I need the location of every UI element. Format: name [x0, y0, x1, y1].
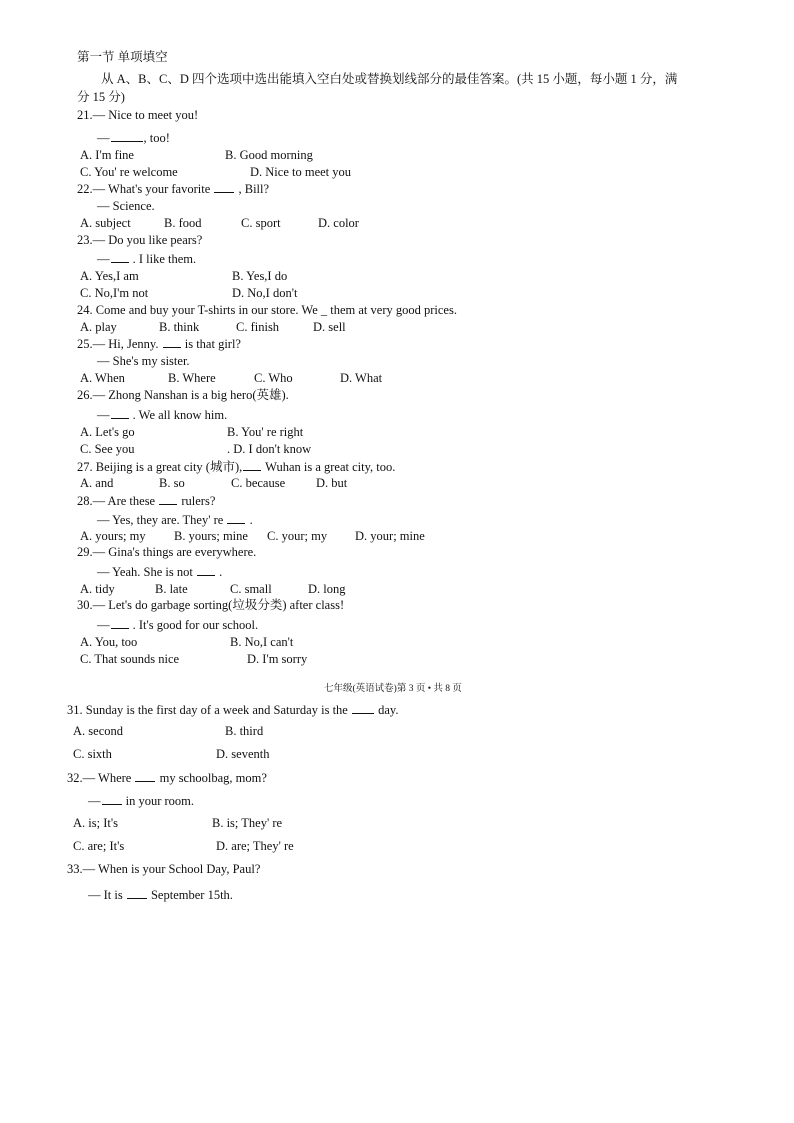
q28-stem: 28.— Are these rulers?	[77, 494, 216, 508]
q29-option-c: C. small	[230, 582, 272, 596]
q31-stem: 31. Sunday is the first day of a week and Saturday is the day.	[67, 703, 399, 717]
q23-stem: 23.— Do you like pears?	[77, 233, 203, 247]
q29-stem: 29.— Gina's things are everywhere.	[77, 545, 257, 559]
answer-blank	[159, 494, 177, 505]
q23-option-b: B. Yes,I do	[232, 269, 288, 283]
section-title: 第一节 单项填空	[77, 50, 168, 64]
q27-stem: 27. Beijing is a great city (城市), Wuhan is a great city, too.	[77, 460, 396, 474]
q21-option-b: B. Good morning	[225, 148, 313, 162]
answer-blank	[102, 794, 122, 805]
q23-option-d: D. No,I don't	[232, 286, 298, 300]
q25-option-a: A. When	[80, 371, 125, 385]
q32-option-a: A. is; It's	[73, 816, 118, 830]
q23-reply: — . I like them.	[97, 252, 197, 266]
q23-option-a: A. Yes,I am	[80, 269, 139, 283]
answer-blank	[352, 703, 374, 714]
q22-option-b: B. food	[164, 216, 202, 230]
q22-option-c: C. sport	[241, 216, 281, 230]
q32-option-d: D. are; They' re	[216, 839, 294, 853]
q24-stem: 24. Come and buy your T-shirts in our store. We _ them at very good prices.	[77, 303, 457, 317]
answer-blank	[111, 618, 129, 629]
q29-option-b: B. late	[155, 582, 188, 596]
q25-option-c: C. Who	[254, 371, 293, 385]
q27-option-c: C. because	[231, 476, 286, 490]
q28-option-a: A. yours; my	[80, 529, 146, 543]
q28-option-c: C. your; my	[267, 529, 328, 543]
q26-option-a: A. Let's go	[80, 425, 135, 439]
q21-stem: 21.— Nice to meet you!	[77, 108, 199, 122]
q21-reply: — , too!	[97, 131, 170, 145]
q21-option-d: D. Nice to meet you	[250, 165, 352, 179]
instructions-line-1: 从 A、B、C、D 四个选项中选出能填入空白处或替换划线部分的最佳答案。(共 15 小题，每小题 1 分，满	[101, 72, 678, 86]
q27-option-d: D. but	[316, 476, 348, 490]
q26-option-c: C. See you	[80, 442, 135, 456]
q22-stem: 22.— What's your favorite , Bill?	[77, 182, 270, 196]
answer-blank	[163, 337, 181, 348]
q32-option-c: C. are; It's	[73, 839, 125, 853]
answer-blank	[197, 565, 215, 576]
answer-blank	[111, 131, 143, 142]
answer-blank	[214, 182, 234, 193]
q21-option-c: C. You' re welcome	[80, 165, 178, 179]
answer-blank	[227, 513, 245, 524]
q26-option-b: B. You' re right	[227, 425, 304, 439]
q30-option-a: A. You, too	[80, 635, 138, 649]
q22-option-a: A. subject	[80, 216, 131, 230]
q29-option-a: A. tidy	[80, 582, 115, 596]
q26-reply: — . We all know him.	[97, 408, 228, 422]
q28-option-d: D. your; mine	[355, 529, 425, 543]
q31-option-a: A. second	[73, 724, 123, 738]
q31-option-d: D. seventh	[216, 747, 270, 761]
q32-reply: — in your room.	[88, 794, 195, 808]
q22-reply: — Science.	[97, 199, 155, 213]
q24-option-b: B. think	[159, 320, 200, 334]
q28-reply: — Yes, they are. They' re .	[97, 513, 253, 527]
q30-stem: 30.— Let's do garbage sorting(垃圾分类) after class!	[77, 598, 345, 612]
q25-stem: 25.— Hi, Jenny. is that girl?	[77, 337, 241, 351]
q24-option-d: D. sell	[313, 320, 346, 334]
q22-option-d: D. color	[318, 216, 359, 230]
answer-blank	[111, 408, 129, 419]
page-footer: 七年级(英语试卷)第 3 页 • 共 8 页	[324, 684, 462, 694]
q23-option-c: C. No,I'm not	[80, 286, 149, 300]
q25-option-b: B. Where	[168, 371, 216, 385]
q26-stem: 26.— Zhong Nanshan is a big hero(英雄).	[77, 388, 289, 402]
q32-stem: 32.— Where my schoolbag, mom?	[67, 771, 267, 785]
q33-reply: — It is September 15th.	[88, 888, 233, 902]
q27-option-b: B. so	[159, 476, 185, 490]
q27-option-a: A. and	[80, 476, 114, 490]
q30-option-c: C. That sounds nice	[80, 652, 180, 666]
q33-stem: 33.— When is your School Day, Paul?	[67, 862, 261, 876]
q31-option-c: C. sixth	[73, 747, 112, 761]
q26-option-d: . D. I don't know	[227, 442, 312, 456]
q32-option-b: B. is; They' re	[212, 816, 283, 830]
q21-option-a: A. I'm fine	[80, 148, 134, 162]
q25-option-d: D. What	[340, 371, 383, 385]
q24-option-a: A. play	[80, 320, 117, 334]
q29-reply: — Yeah. She is not .	[97, 565, 223, 579]
q30-option-b: B. No,I can't	[230, 635, 294, 649]
q25-reply: — She's my sister.	[97, 354, 190, 368]
instructions-line-2: 分 15 分)	[77, 90, 125, 104]
q30-reply: — . It's good for our school.	[97, 618, 259, 632]
q29-option-d: D. long	[308, 582, 346, 596]
answer-blank	[127, 888, 147, 899]
answer-blank	[243, 460, 261, 471]
q31-option-b: B. third	[225, 724, 264, 738]
answer-blank	[135, 771, 155, 782]
q30-option-d: D. I'm sorry	[247, 652, 308, 666]
q28-option-b: B. yours; mine	[174, 529, 248, 543]
q24-option-c: C. finish	[236, 320, 280, 334]
answer-blank	[111, 252, 129, 263]
